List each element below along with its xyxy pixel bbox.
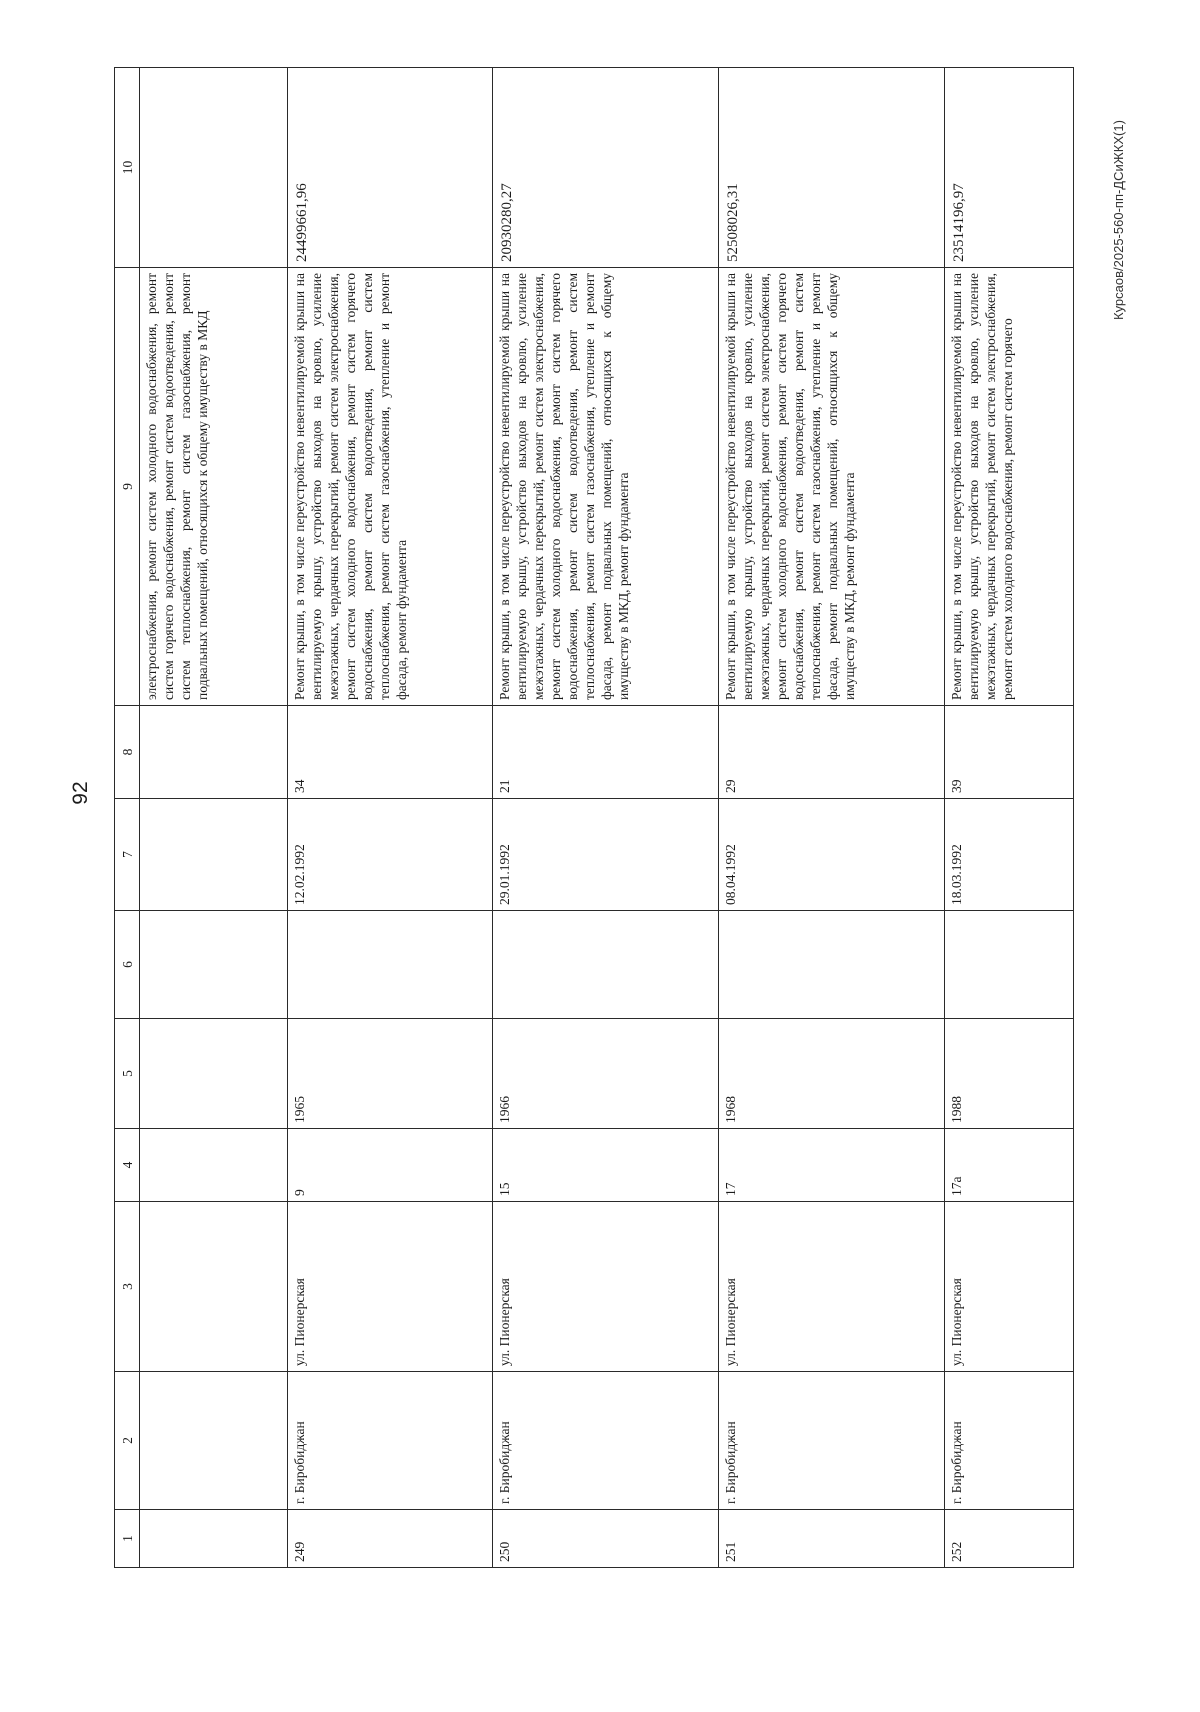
page-number: 92 xyxy=(69,781,92,805)
cell-col8: 21 xyxy=(492,706,718,799)
repair-program-table xyxy=(114,67,1074,1568)
rotated-table-wrapper xyxy=(114,68,1074,1568)
cell-empty xyxy=(140,1372,288,1510)
cell-row-number: 251 xyxy=(718,1510,944,1568)
column-header: 4 xyxy=(115,1129,140,1202)
cell-work-description: Ремонт крыши, в том числе переустройство невентилируемой крыши на вентилируемую крышу, устройство выходов на кровлю, усиление межэтажных, чердачных перекрытий, ремонт систем электроснабжения, ремонт систем холодного водоснабжения, ремонт систем горячего водоснабжения, ремонт систем водоотведения, ремонт систем теплоснабжения, ремонт систем газоснабжения, утепление и ремонт фасада, ремонт подвальных помещений, относящихся к общему имуществу в МКД, ремонт фундамента xyxy=(492,268,718,706)
cell-row-number: 250 xyxy=(492,1510,718,1568)
column-header: 5 xyxy=(115,1019,140,1129)
column-header: 7 xyxy=(115,799,140,911)
column-header: 8 xyxy=(115,706,140,799)
continuation-row xyxy=(140,68,288,1568)
cell-empty xyxy=(140,1510,288,1568)
cell-year: 1966 xyxy=(492,1019,718,1129)
cell-date: 08.04.1992 xyxy=(718,799,944,911)
cell-empty xyxy=(140,911,288,1019)
cell-empty xyxy=(140,706,288,799)
cell-row-number: 249 xyxy=(288,1510,492,1568)
column-header: 2 xyxy=(115,1372,140,1510)
cell-amount: 24499661,96 xyxy=(288,68,492,268)
cell-amount: 52508026,31 xyxy=(718,68,944,268)
cell-date: 18.03.1992 xyxy=(944,799,1073,911)
cell-street: ул. Пионерская xyxy=(288,1202,492,1372)
cell-col6 xyxy=(492,911,718,1019)
cell-work-description: Ремонт крыши, в том числе переустройство невентилируемой крыши на вентилируемую крышу, устройство выходов на кровлю, усиление межэтажных, чердачных перекрытий, ремонт систем электроснабжения, ремонт систем холодного водоснабжения, ремонт систем горячего водоснабжения, ремонт систем водоотведения, ремонт систем теплоснабжения, ремонт систем газоснабжения, утепление и ремонт фасада, ремонт подвальных помещений, относящихся к общему имуществу в МКД, ремонт фундамента xyxy=(718,268,944,706)
cell-city: г. Биробиджан xyxy=(288,1372,492,1510)
cell-col8: 29 xyxy=(718,706,944,799)
table-row xyxy=(944,68,1073,1568)
cell-empty xyxy=(140,799,288,911)
cell-col8: 39 xyxy=(944,706,1073,799)
cell-house: 17 xyxy=(718,1129,944,1202)
cell-date: 12.02.1992 xyxy=(288,799,492,911)
cell-col8: 34 xyxy=(288,706,492,799)
cell-empty xyxy=(140,1019,288,1129)
cell-street: ул. Пионерская xyxy=(944,1202,1073,1372)
table-row xyxy=(288,68,492,1568)
cell-amount: 23514196,97 xyxy=(944,68,1073,268)
cell-year: 1968 xyxy=(718,1019,944,1129)
column-header: 6 xyxy=(115,911,140,1019)
cell-work-description: электроснабжения, ремонт систем холодного водоснабжения, ремонт систем горячего водоснабжения, ремонт систем водоотведения, ремонт систем теплоснабжения, ремонт систем газоснабжения, ремонт подвальных помещений, относящихся к общему имуществу в МКД xyxy=(140,268,288,706)
column-header: 9 xyxy=(115,268,140,706)
cell-empty xyxy=(140,1129,288,1202)
cell-empty xyxy=(140,1202,288,1372)
cell-house: 9 xyxy=(288,1129,492,1202)
cell-date: 29.01.1992 xyxy=(492,799,718,911)
cell-work-description: Ремонт крыши, в том числе переустройство невентилируемой крыши на вентилируемую крышу, устройство выходов на кровлю, усиление межэтажных, чердачных перекрытий, ремонт систем электроснабжения, ремонт систем холодного водоснабжения, ремонт систем горячего водоснабжения, ремонт систем водоотведения, ремонт систем теплоснабжения, ремонт систем газоснабжения, утепление и ремонт фасада, ремонт фундамента xyxy=(288,268,492,706)
cell-house: 17а xyxy=(944,1129,1073,1202)
cell-amount: 20930280,27 xyxy=(492,68,718,268)
cell-col6 xyxy=(944,911,1073,1019)
table-row xyxy=(492,68,718,1568)
cell-year: 1988 xyxy=(944,1019,1073,1129)
cell-house: 15 xyxy=(492,1129,718,1202)
cell-work-description: Ремонт крыши, в том числе переустройство невентилируемой крыши на вентилируемую крышу, устройство выходов на кровлю, усиление межэтажных, чердачных перекрытий, ремонт систем электроснабжения, ремонт систем холодного водоснабжения, ремонт систем горячего xyxy=(944,268,1073,706)
cell-city: г. Биробиджан xyxy=(492,1372,718,1510)
column-number-header-row xyxy=(115,68,140,1568)
cell-empty xyxy=(140,68,288,268)
document-footer-code: Курсаов/2025-560-пп-ДСиЖКХ(1) xyxy=(1111,120,1126,320)
column-header: 1 xyxy=(115,1510,140,1568)
cell-row-number: 252 xyxy=(944,1510,1073,1568)
cell-city: г. Биробиджан xyxy=(718,1372,944,1510)
column-header: 3 xyxy=(115,1202,140,1372)
cell-col6 xyxy=(718,911,944,1019)
column-header: 10 xyxy=(115,68,140,268)
cell-col6 xyxy=(288,911,492,1019)
cell-year: 1965 xyxy=(288,1019,492,1129)
cell-street: ул. Пионерская xyxy=(492,1202,718,1372)
table-row xyxy=(718,68,944,1568)
cell-street: ул. Пионерская xyxy=(718,1202,944,1372)
cell-city: г. Биробиджан xyxy=(944,1372,1073,1510)
